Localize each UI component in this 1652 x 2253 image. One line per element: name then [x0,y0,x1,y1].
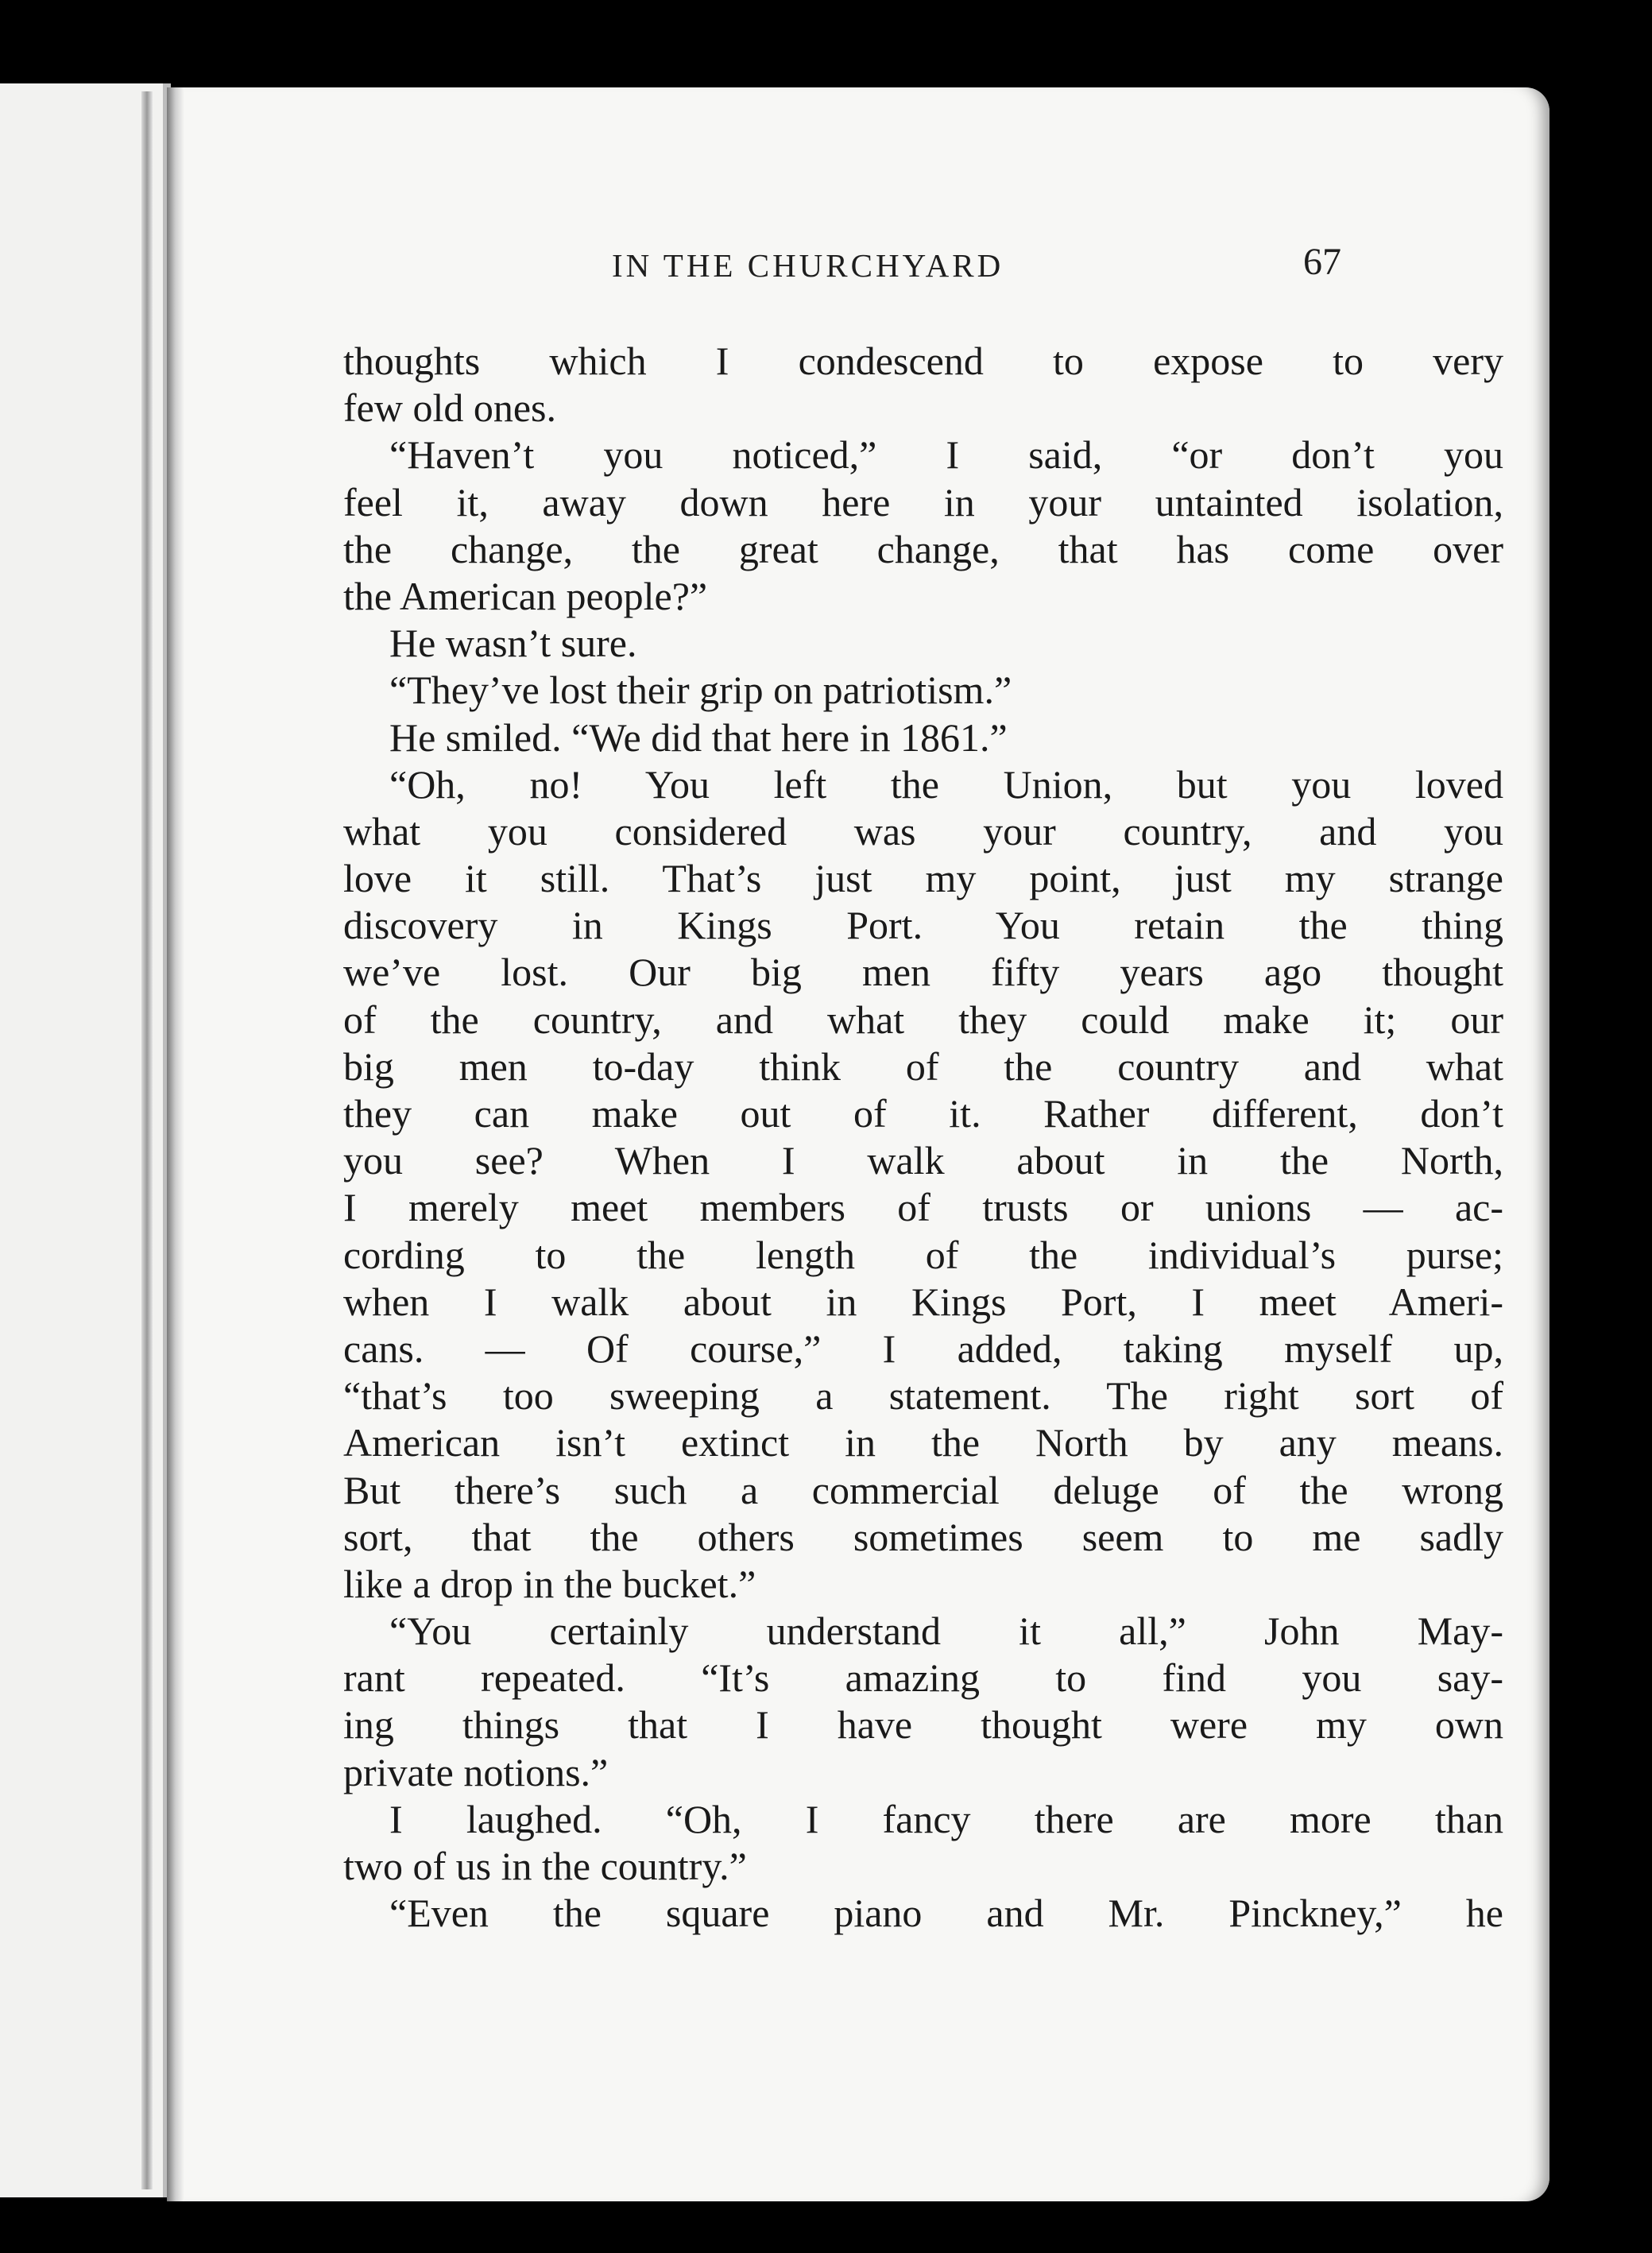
text-line: I laughed. “Oh, I fancy there are more than [389,1796,1503,1841]
text-line: cans. — Of course,” I added, taking myself up, [343,1326,1503,1371]
text-line: “They’ve lost their grip on patriotism.” [389,668,1012,713]
text-line: what you considered was your country, and you [343,808,1503,854]
text-line: private notions.” [343,1749,609,1794]
text-line: they can make out of it. Rather different, don’t [343,1091,1503,1136]
text-line: But there’s such a commercial deluge of the wrong [343,1467,1503,1512]
previous-page-edge [0,83,171,2197]
text-line: “Oh, no! You left the Union, but you loved [389,761,1503,807]
text-line: feel it, away down here in your untainted isolation, [343,479,1503,525]
text-line: sort, that the others sometimes seem to me sadly [343,1514,1503,1559]
page-header [167,241,1549,310]
text-line: we’ve lost. Our big men fifty years ago thought [343,950,1503,995]
page-gutter [167,87,184,2201]
text-line: the American people?” [343,573,708,618]
text-line: rant repeated. “It’s amazing to find you say- [343,1655,1503,1701]
text-line: of the country, and what they could make it; our [343,997,1503,1042]
text-line: American isn’t extinct in the North by any means. [343,1420,1503,1465]
running-head: IN THE CHURCHYARD [612,247,1004,284]
text-line: you see? When I walk about in the North, [343,1138,1503,1183]
page-number: 67 [1303,241,1341,283]
text-line: few old ones. [343,385,556,431]
text-line: like a drop in the bucket.” [343,1561,756,1606]
text-line: cording to the length of the individual’s purse; [343,1232,1503,1277]
book-page [167,87,1549,2201]
text-line: “that’s too sweeping a statement. The right sort of [343,1373,1503,1419]
text-line: two of us in the country.” [343,1844,747,1888]
text-line: the change, the great change, that has come over [343,526,1503,571]
text-line: discovery in Kings Port. You retain the thing [343,903,1503,948]
text-line: “Even the square piano and Mr. Pinckney,” he [389,1891,1503,1936]
body-text [343,338,1503,1937]
text-line: I merely meet members of trusts or unions — ac- [343,1185,1503,1230]
text-line: ing things that I have thought were my own [343,1702,1503,1748]
text-line: big men to-day think of the country and what [343,1043,1503,1089]
text-line: He smiled. “We did that here in 1861.” [389,714,1008,760]
text-line: thoughts which I condescend to expose to very [343,339,1503,383]
text-line: “You certainly understand it all,” John May- [389,1608,1503,1654]
text-line: He wasn’t sure. [389,621,637,666]
text-line: “Haven’t you noticed,” I said, “or don’t you [389,432,1503,478]
text-line: when I walk about in Kings Port, I meet Ameri- [343,1279,1503,1324]
text-line: love it still. That’s just my point, just my strange [343,856,1503,901]
